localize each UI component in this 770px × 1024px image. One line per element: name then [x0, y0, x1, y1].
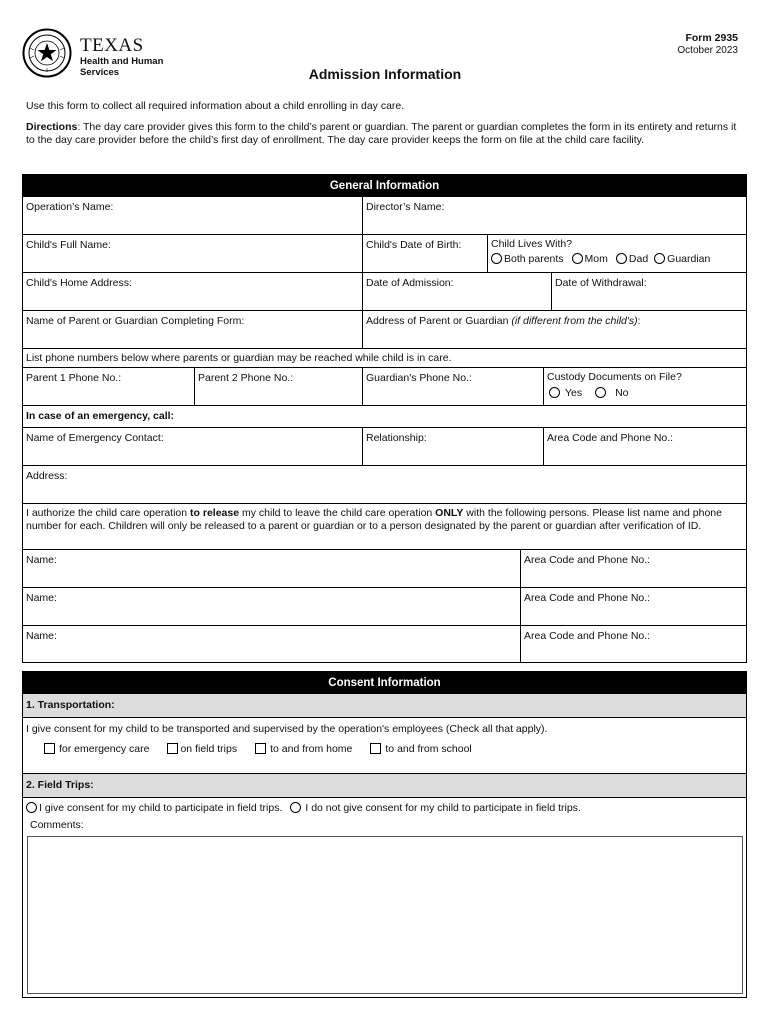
release-row	[23, 587, 746, 626]
lives-guardian-option[interactable]: Guardian	[654, 253, 710, 265]
custody-docs-group	[543, 368, 746, 406]
transportation-consent-group	[23, 718, 746, 774]
checkbox-icon[interactable]	[370, 743, 381, 754]
emergency-heading: In case of an emergency, call:	[26, 410, 175, 422]
release-phone-field[interactable]: Area Code and Phone No.:	[520, 550, 746, 588]
parent-completing-label: Name of Parent or Guardian Completing Form:	[26, 315, 245, 327]
transport-home-option[interactable]: to and from home	[255, 743, 352, 755]
comments-label: Comments:	[30, 819, 84, 831]
agency-name: TEXAS	[80, 35, 144, 56]
general-information-heading: General Information	[23, 175, 746, 197]
form-row	[23, 694, 746, 717]
relationship-label: Relationship:	[366, 432, 427, 444]
transport-school-option[interactable]: to and from school	[370, 743, 471, 755]
custody-no-option[interactable]: No	[595, 387, 628, 399]
form-row	[23, 465, 746, 504]
guardian-phone-label: Guardian's Phone No.:	[366, 372, 472, 384]
directions-text	[26, 121, 746, 147]
emergency-phone-field[interactable]	[543, 428, 746, 466]
consent-information-heading: Consent Information	[23, 672, 746, 694]
radio-icon[interactable]	[654, 253, 665, 264]
date-withdrawal-field[interactable]	[551, 273, 746, 311]
directions-body: : The day care provider gives this form to the child’s parent or guardian. The parent or guardian completes the form in its entirety and returns it to the day care provider before the child’s first day of enrollment. The day care provider keeps the form on file at the child care facility.	[26, 121, 737, 146]
form-row	[23, 197, 746, 234]
form-row	[23, 427, 746, 466]
child-full-name-field[interactable]	[23, 235, 362, 273]
child-full-name-label: Child's Full Name:	[26, 239, 111, 251]
form-row	[23, 310, 746, 349]
child-dob-field[interactable]	[362, 235, 487, 273]
emergency-address-label: Address:	[26, 470, 68, 482]
release-phone-field[interactable]: Area Code and Phone No.:	[520, 626, 746, 663]
lives-mom-option[interactable]: Mom	[572, 253, 608, 265]
release-authorization-text: I authorize the child care operation to release my child to leave the child care operation ONLY with the following persons. Please list name and phone number for each. Children will only be released to a parent or guardian or to a person designated by the parent or guardian after verification of ID.	[26, 507, 722, 532]
release-phone-field[interactable]: Area Code and Phone No.:	[520, 588, 746, 626]
release-row	[23, 549, 746, 588]
intro-text: Use this form to collect all required information about a child enrolling in day care.	[26, 100, 405, 112]
operation-name-field[interactable]	[23, 197, 362, 234]
lives-dad-option[interactable]: Dad	[616, 253, 648, 265]
release-name-field[interactable]: Name:	[26, 592, 57, 604]
form-row	[23, 717, 746, 774]
radio-icon[interactable]	[26, 802, 37, 813]
emergency-phone-label: Area Code and Phone No.:	[547, 432, 674, 444]
form-number: Form 2935	[685, 32, 738, 44]
form-row	[23, 773, 746, 798]
release-name-field[interactable]: Name:	[26, 630, 57, 642]
transportation-consent-text: I give consent for my child to be transported and supervised by the operation's employees (Check all that apply).	[26, 723, 548, 735]
form-row	[23, 405, 746, 428]
director-name-field[interactable]	[362, 197, 746, 234]
child-lives-with-group	[487, 235, 746, 273]
radio-icon[interactable]	[572, 253, 583, 264]
child-dob-label: Child's Date of Birth:	[366, 239, 462, 251]
lives-both-parents-option[interactable]: Both parents	[491, 253, 564, 265]
custody-yes-option[interactable]: Yes	[549, 387, 582, 399]
relationship-field[interactable]	[362, 428, 543, 466]
form-row	[23, 797, 746, 998]
agency-subtitle: Health and Human Services	[80, 56, 164, 78]
parent2-phone-field[interactable]	[194, 368, 362, 406]
director-name-label: Director’s Name:	[366, 201, 445, 213]
emergency-address-field[interactable]	[23, 466, 746, 504]
parent1-phone-label: Parent 1 Phone No.:	[26, 372, 122, 384]
guardian-phone-field[interactable]	[362, 368, 543, 406]
page-title: Admission Information	[308, 66, 462, 82]
radio-icon[interactable]	[595, 387, 606, 398]
emergency-contact-field[interactable]	[23, 428, 362, 466]
checkbox-icon[interactable]	[44, 743, 55, 754]
phone-instruction: List phone numbers below where parents or guardian may be reached while child is in care.	[26, 352, 452, 364]
radio-icon[interactable]	[290, 802, 301, 813]
home-address-label: Child's Home Address:	[26, 277, 132, 289]
home-address-field[interactable]	[23, 273, 362, 311]
transport-field-trips-option[interactable]: on field trips	[167, 743, 237, 755]
parent1-phone-field[interactable]	[23, 368, 194, 406]
form-row	[23, 272, 746, 311]
transport-emergency-option[interactable]: for emergency care	[44, 743, 149, 755]
parent2-phone-label: Parent 2 Phone No.:	[198, 372, 294, 384]
field-trips-consent-yes[interactable]: I give consent for my child to participate in field trips.	[26, 802, 282, 814]
checkbox-icon[interactable]	[167, 743, 178, 754]
parent-address-label: Address of Parent or Guardian	[366, 315, 512, 327]
release-name-field[interactable]: Name:	[26, 554, 57, 566]
form-row	[23, 234, 746, 273]
date-admission-label: Date of Admission:	[366, 277, 454, 289]
field-trips-heading: 2. Field Trips:	[26, 779, 94, 791]
release-row	[23, 625, 746, 663]
form-row	[23, 348, 746, 368]
directions-label: Directions	[26, 121, 78, 133]
checkbox-icon[interactable]	[255, 743, 266, 754]
custody-docs-label: Custody Documents on File?	[547, 371, 682, 383]
child-lives-with-label: Child Lives With?	[491, 238, 573, 250]
date-withdrawal-label: Date of Withdrawal:	[555, 277, 647, 289]
operation-name-label: Operation’s Name:	[26, 201, 114, 213]
field-trips-consent-group	[23, 798, 746, 998]
radio-icon[interactable]	[616, 253, 627, 264]
parent-completing-field[interactable]	[23, 311, 362, 349]
general-information-table	[22, 174, 747, 663]
transportation-heading: 1. Transportation:	[26, 699, 115, 711]
radio-icon[interactable]	[549, 387, 560, 398]
radio-icon[interactable]	[491, 253, 502, 264]
form-row	[23, 503, 746, 550]
parent-address-note: (if different from the child's)	[511, 315, 638, 327]
emergency-contact-label: Name of Emergency Contact:	[26, 432, 164, 444]
form-row	[23, 367, 746, 406]
consent-information-table	[22, 671, 747, 998]
parent-address-field[interactable]: Address of Parent or Guardian (if different from the child's):	[362, 311, 746, 349]
field-trips-consent-no[interactable]: I do not give consent for my child to participate in field trips.	[290, 802, 580, 814]
date-admission-field[interactable]	[362, 273, 551, 311]
comments-textarea[interactable]	[27, 836, 743, 994]
form-date: October 2023	[677, 45, 738, 56]
